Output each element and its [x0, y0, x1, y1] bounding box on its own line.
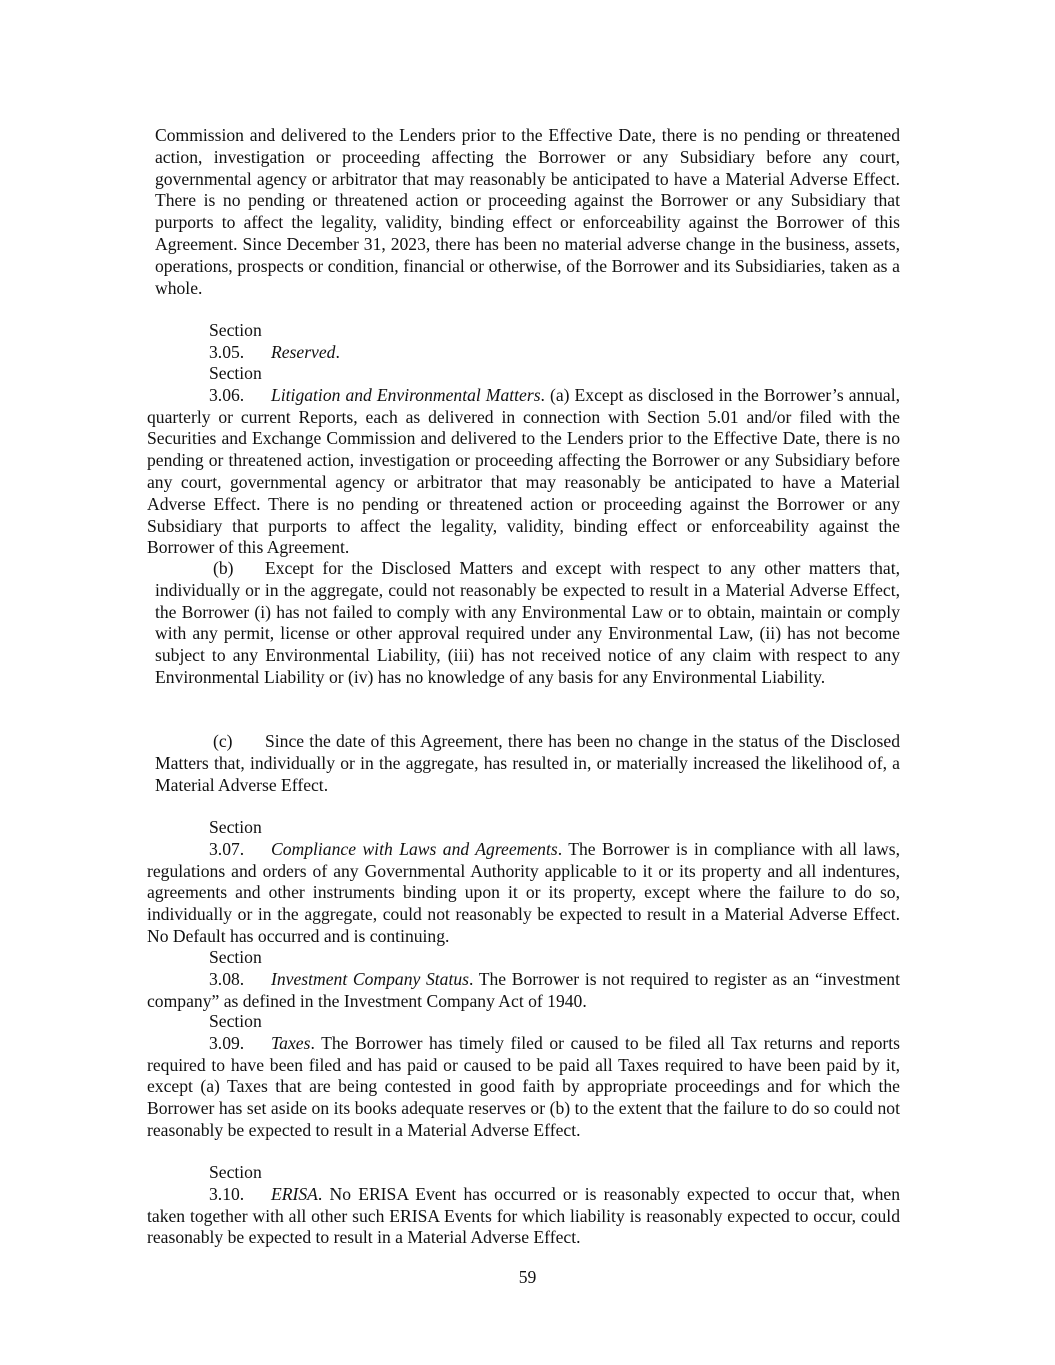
section-title: Investment Company Status [271, 968, 469, 989]
subparagraph-c [155, 731, 900, 796]
subparagraph-text: Except for the Disclosed Matters and except with respect to any other matters that, individually or in the aggregate, could not reasonably be expected to result in a Material Adverse Effect, the Borrower (i) has not failed to comply with any Environmental Law or to obtain, maintain or comply with any permit, license or other approval required under any Environmental Law, (ii) has not become subject to any Environmental Liability, (iii) has not received notice of any claim with respect to any Environmental Liability or (iv) has no knowledge of any basis for any Environmental Liability. [155, 558, 900, 687]
subparagraph-label: (b) [213, 558, 234, 578]
section-body: . The Borrower is not required to register as an “investment company” as defined in the Investment Company Act of 1940. [147, 968, 900, 1011]
section-3-09 [147, 1011, 900, 1142]
section-body: . The Borrower has timely filed or caused to be filed all Tax returns and reports required to have been filed and has paid or caused to be paid all Taxes required to have been paid by it, except (a) Taxes that are being contested in good faith by appropriate proceedings and for which the Borrower has set aside on its books adequate reserves or (b) to the extent that the failure to do so could not reasonably be expected to result in a Material Adverse Effect. [147, 1032, 900, 1140]
section-number: Section 3.08. [209, 947, 262, 989]
section-body: . The Borrower is in compliance with all laws, regulations and orders of any Governmental Authority applicable to it or its property and all indentures, agreements and other instruments binding upon it or its property, except where the failure to do so, individually or in the aggregate, could not reasonably be expected to result in a Material Adverse Effect. No Default has occurred and is continuing. [147, 838, 900, 946]
section-3-07 [147, 817, 900, 948]
page-number: 59 [518, 1267, 537, 1287]
section-number: Section 3.05. [209, 320, 262, 362]
section-title: Compliance with Laws and Agreements [271, 838, 558, 859]
section-3-08 [147, 947, 900, 1012]
subparagraph-text: Since the date of this Agreement, there has been no change in the status of the Disclosed Matters that, individually or in the aggregate, has resulted in, or materially increased the likelihood of, a Material Adverse Effect. [155, 731, 900, 795]
section-body: . No ERISA Event has occurred or is reasonably expected to occur that, when taken together with all other such ERISA Events for which liability is reasonably expected to occur, could reasonably be expected to result in a Material Adverse Effect. [147, 1183, 900, 1248]
section-title: Reserved [271, 341, 336, 362]
section-number: Section 3.06. [209, 363, 262, 405]
section-3-05 [147, 320, 900, 364]
subparagraph-b [155, 558, 900, 689]
section-number: Section 3.09. [209, 1011, 262, 1053]
section-number: Section 3.07. [209, 817, 262, 859]
section-3-10 [147, 1162, 900, 1249]
subparagraph-label: (c) [213, 731, 233, 751]
section-title: Taxes [271, 1032, 311, 1053]
section-3-06 [147, 363, 900, 559]
opening-paragraph: Commission and delivered to the Lenders prior to the Effective Date, there is no pending or threatened action, investigation or proceeding affecting the Borrower or any Subsidiary before any court, governmental agency or arbitrator that may reasonably be anticipated to have a Material Adverse Effect. There is no pending or threatened action or proceeding against the Borrower or any Subsidiary that purports to affect the legality, validity, binding effect or enforceability against the Borrower of this Agreement. Since December 31, 2023, there has been no material adverse change in the business, assets, operations, prospects or condition, financial or otherwise, of the Borrower and its Subsidiaries, taken as a whole. [155, 125, 900, 298]
section-title: ERISA [271, 1183, 318, 1204]
section-title: Litigation and Environmental Matters [271, 384, 541, 405]
section-body: . (a) Except as disclosed in the Borrower’s annual, quarterly or current Reports, each as delivered in connection with Section 5.01 and/or filed with the Securities and Exchange Commission and delivered to the Lenders prior to the Effective Date, there is no pending or threatened action, investigation or proceeding affecting the Borrower or any Subsidiary before any court, governmental agency or arbitrator that may reasonably be anticipated to have a Material Adverse Effect. There is no pending or threatened action or proceeding against the Borrower or any Subsidiary that purports to affect the legality, validity, binding effect or enforceability against the Borrower of this Agreement. [147, 384, 900, 558]
section-body: . [335, 341, 340, 362]
section-number: Section 3.10. [209, 1162, 262, 1204]
